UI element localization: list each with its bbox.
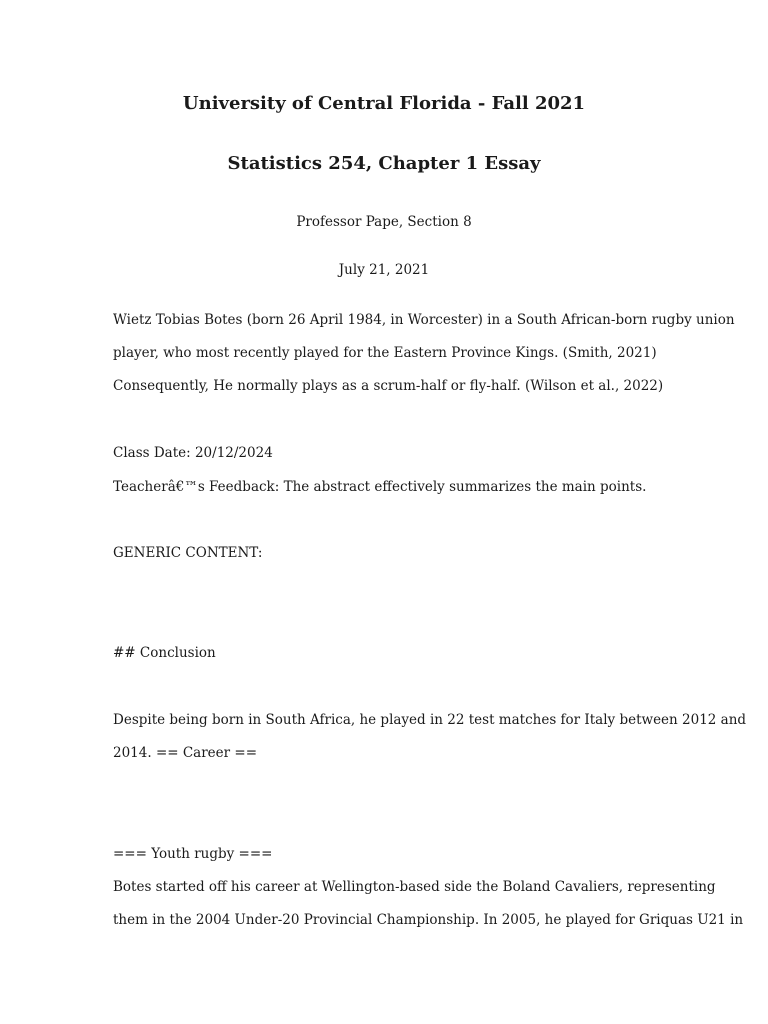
paragraph3-line-2: them in the 2004 Under-20 Provincial Championship. In 2005, he played for Griquas U21 in: [113, 912, 744, 928]
professor-line: Professor Pape, Section 8: [296, 214, 472, 230]
paragraph2-line-2: 2014. == Career ==: [113, 745, 258, 761]
class-date: Class Date: 20/12/2024: [113, 445, 273, 461]
paragraph1-line-1: Wietz Tobias Botes (born 26 April 1984, in Worcester) in a South African-born rugby union: [113, 312, 735, 328]
paragraph1-line-3: Consequently, He normally plays as a scrum-half or fly-half. (Wilson et al., 2022): [113, 378, 664, 394]
teacher-feedback: Teacherâ€™s Feedback: The abstract effectively summarizes the main points.: [113, 479, 647, 495]
paragraph3-line-1: Botes started off his career at Wellington-based side the Boland Cavaliers, representing: [113, 879, 716, 895]
university-title: University of Central Florida - Fall 2021: [182, 93, 586, 114]
date-line: July 21, 2021: [338, 262, 430, 278]
paragraph1-line-2: player, who most recently played for the Eastern Province Kings. (Smith, 2021): [113, 345, 657, 361]
conclusion-heading: ## Conclusion: [113, 645, 216, 661]
generic-content-label: GENERIC CONTENT:: [113, 545, 263, 561]
essay-title: Statistics 254, Chapter 1 Essay: [227, 153, 541, 174]
youth-rugby-heading: === Youth rugby ===: [113, 846, 273, 862]
paragraph2-line-1: Despite being born in South Africa, he played in 22 test matches for Italy between 2012 and: [113, 712, 747, 728]
